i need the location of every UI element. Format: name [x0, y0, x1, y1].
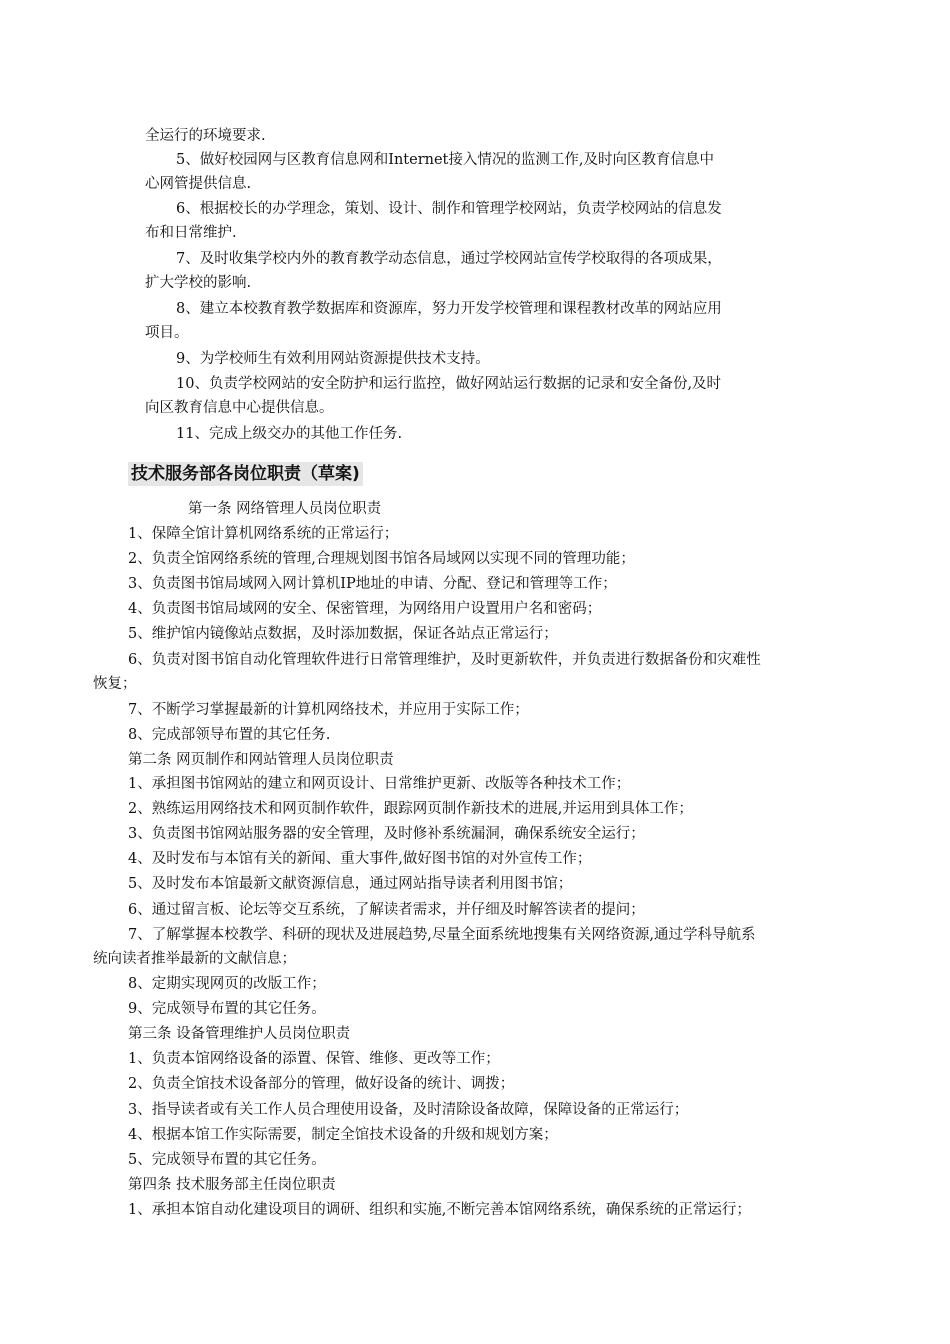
text-line: 6、通过留言板、论坛等交互系统，了解读者需求，并仔细及时解答读者的提问； — [128, 902, 645, 918]
text-line: 4、根据本馆工作实际需要，制定全馆技术设备的升级和规划方案； — [128, 1127, 558, 1143]
article-title: 第二条 网页制作和网站管理人员岗位职责 — [128, 752, 394, 768]
section-heading: 技术服务部各岗位职责（草案) — [128, 462, 363, 486]
text-line: 3、负责图书馆网站服务器的安全管理，及时修补系统漏洞，确保系统安全运行； — [128, 826, 645, 842]
text-line: 5、完成领导布置的其它任务。 — [128, 1152, 326, 1168]
text-line: 统向读者推举最新的文献信息； — [93, 951, 296, 967]
text-line: 10、负责学校网站的安全防护和运行监控，做好网站运行数据的记录和安全备份,及时 — [176, 376, 722, 392]
text-line: 6、根据校长的办学理念，策划、设计、制作和管理学校网站，负责学校网站的信息发 — [176, 201, 722, 217]
text-line: 1、保障全馆计算机网络系统的正常运行； — [128, 526, 399, 542]
text-line: 8、完成部领导布置的其它任务. — [128, 727, 331, 743]
text-line: 5、做好校园网与区教育信息网和Internet接入情况的监测工作,及时向区教育信息中 — [176, 152, 714, 168]
text-line: 心网管提供信息. — [145, 176, 252, 192]
text-line: 扩大学校的影响. — [145, 275, 252, 291]
text-line: 5、维护馆内镜像站点数据，及时添加数据，保证各站点正常运行； — [128, 626, 558, 642]
text-line: 全运行的环境要求. — [145, 128, 266, 144]
text-line: 向区教育信息中心提供信息。 — [145, 400, 334, 416]
article-title: 第一条 网络管理人员岗位职责 — [188, 501, 382, 517]
text-line: 7、了解掌握本校教学、科研的现状及进展趋势,尽量全面系统地搜集有关网络资源,通过学科导航系 — [128, 927, 756, 943]
text-line: 8、建立本校教育教学数据库和资源库，努力开发学校管理和课程教材改革的网站应用 — [176, 301, 722, 317]
text-line: 1、承担本馆自动化建设项目的调研、组织和实施,不断完善本馆网络系统，确保系统的正常运行； — [128, 1202, 751, 1218]
text-line: 4、负责图书馆局域网的安全、保密管理，为网络用户设置用户名和密码； — [128, 601, 602, 617]
text-line: 1、负责本馆网络设备的添置、保管、维修、更改等工作； — [128, 1051, 500, 1067]
article-title: 第三条 设备管理维护人员岗位职责 — [128, 1026, 351, 1042]
article-title: 第四条 技术服务部主任岗位职责 — [128, 1177, 336, 1193]
text-line: 9、完成领导布置的其它任务。 — [128, 1001, 326, 1017]
text-line: 8、定期实现网页的改版工作； — [128, 976, 326, 992]
text-line: 2、负责全馆网络系统的管理,合理规划图书馆各局域网以实现不同的管理功能； — [128, 551, 635, 567]
text-line: 4、及时发布与本馆有关的新闻、重大事件,做好图书馆的对外宣传工作； — [128, 851, 592, 867]
text-line: 11、完成上级交办的其他工作任务. — [176, 426, 403, 442]
text-line: 9、为学校师生有效利用网站资源提供技术支持。 — [176, 351, 490, 367]
text-line: 7、及时收集学校内外的教育教学动态信息，通过学校网站宣传学校取得的各项成果， — [176, 251, 722, 267]
text-line: 3、负责图书馆局域网入网计算机IP地址的申请、分配、登记和管理等工作； — [128, 576, 617, 592]
text-line: 恢复； — [93, 676, 137, 692]
text-line: 布和日常维护. — [145, 225, 237, 241]
text-line: 项目。 — [145, 325, 189, 341]
text-line: 5、及时发布本馆最新文献资源信息，通过网站指导读者利用图书馆； — [128, 876, 573, 892]
text-line: 7、不断学习掌握最新的计算机网络技术，并应用于实际工作； — [128, 702, 529, 718]
text-line: 2、负责全馆技术设备部分的管理，做好设备的统计、调拨； — [128, 1076, 515, 1092]
text-line: 6、负责对图书馆自动化管理软件进行日常管理维护，及时更新软件，并负责进行数据备份和灾难性 — [128, 652, 761, 668]
text-line: 1、承担图书馆网站的建立和网页设计、日常维护更新、改版等各种技术工作； — [128, 776, 631, 792]
text-line: 2、熟练运用网络技术和网页制作软件，跟踪网页制作新技术的进展,并运用到具体工作； — [128, 801, 693, 817]
text-line: 3、指导读者或有关工作人员合理使用设备，及时清除设备故障，保障设备的正常运行； — [128, 1102, 689, 1118]
